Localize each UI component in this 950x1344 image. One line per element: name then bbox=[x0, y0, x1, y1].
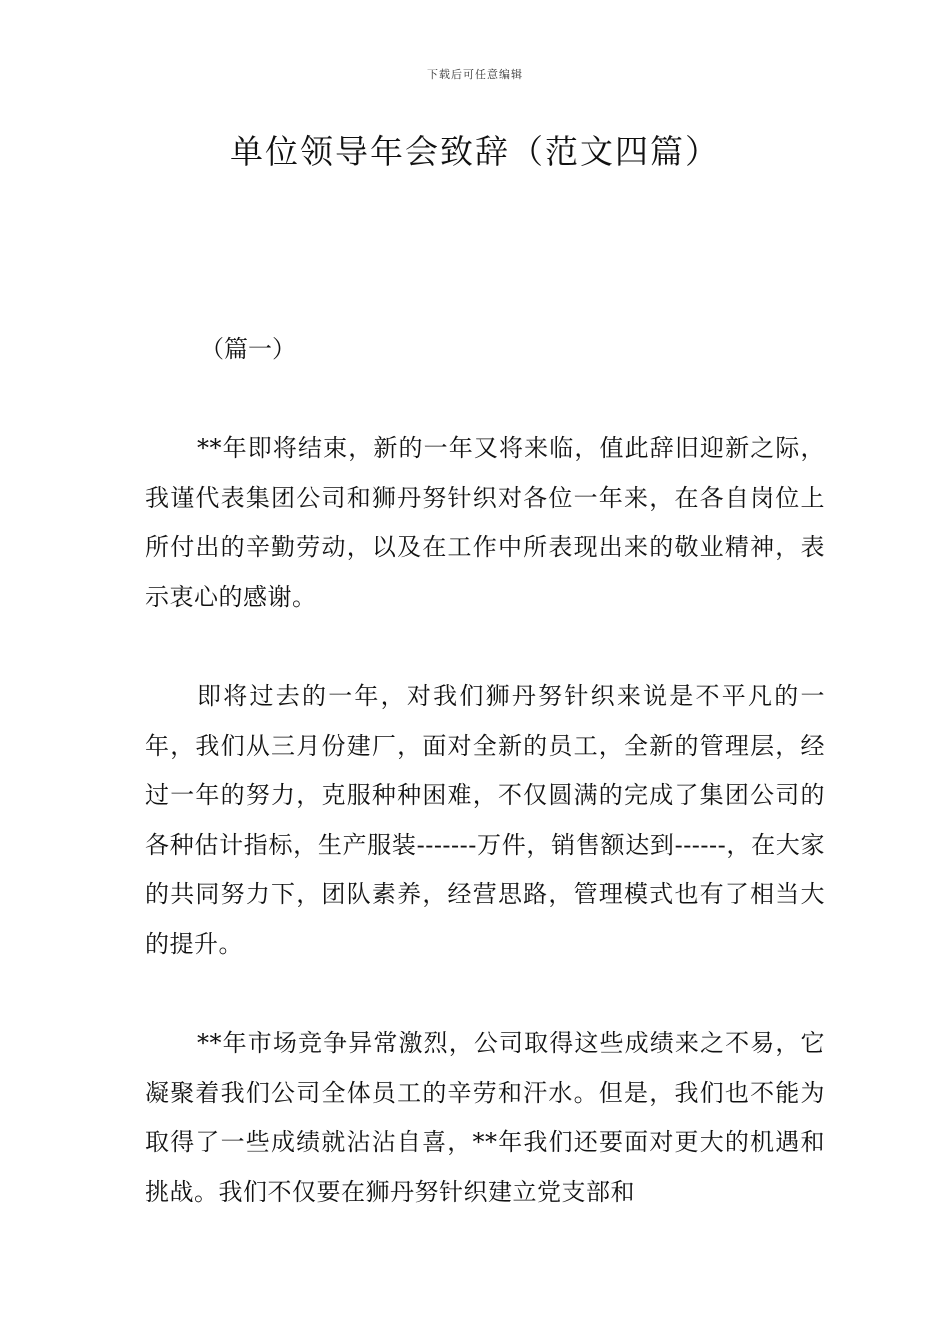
paragraph-1: **年即将结束，新的一年又将来临，值此辞旧迎新之际，我谨代表集团公司和狮丹努针织对各位一年来，在各自岗位上所付出的辛勤劳动，以及在工作中所表现出来的敬业精神，表示衷心的感谢。 bbox=[145, 434, 825, 611]
document-title: 单位领导年会致辞（范文四篇） bbox=[230, 132, 720, 171]
section-label: （篇一） bbox=[200, 335, 296, 363]
header-note: 下载后可任意编辑 bbox=[427, 68, 523, 81]
paragraph-3: **年市场竞争异常激烈，公司取得这些成绩来之不易，它凝聚着我们公司全体员工的辛劳和汗水。但是，我们也不能为取得了一些成绩就沾沾自喜，**年我们还要面对更大的机遇和挑战。我们不仅要在狮丹努针织建立党支部和 bbox=[145, 1029, 825, 1206]
paragraph-2: 即将过去的一年，对我们狮丹努针织来说是不平凡的一年，我们从三月份建厂，面对全新的员工，全新的管理层，经过一年的努力，克服种种困难，不仅圆满的完成了集团公司的各种估计指标，生产服装-------万件，销售额达到------，在大家的共同努力下，团队素养，经营思路，管理模式也有了相当大的提升。 bbox=[145, 682, 825, 958]
